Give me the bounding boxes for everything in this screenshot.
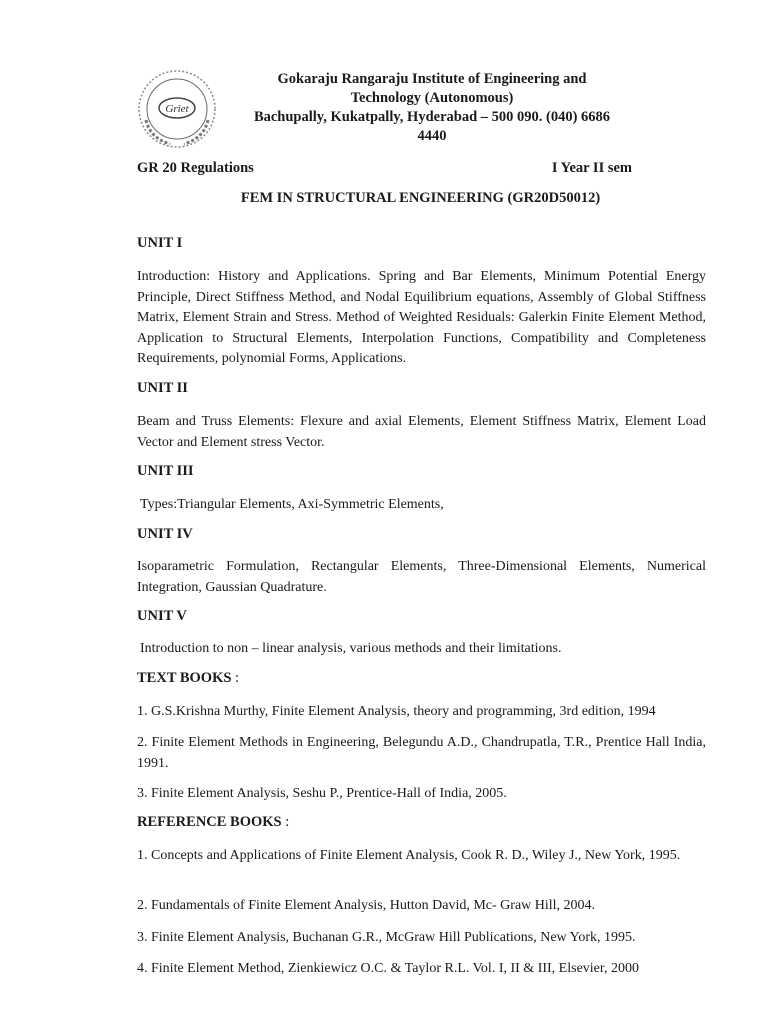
- unit-4-heading: UNIT IV: [137, 526, 193, 542]
- header-line-4: 4440: [417, 128, 447, 144]
- semester-label: I Year II sem: [551, 160, 632, 176]
- unit-5-heading: UNIT V: [137, 608, 187, 624]
- unit-3-heading: UNIT III: [137, 463, 194, 479]
- text-book-3: 3. Finite Element Analysis, Seshu P., Prentice-Hall of India, 2005.: [137, 786, 507, 801]
- reference-book-3: 3. Finite Element Analysis, Buchanan G.R., McGraw Hill Publications, New York, 1995.: [137, 930, 636, 945]
- unit-2-text: Beam and Truss Elements: Flexure and axial Elements, Element Stiffness Matrix, Element Load Vector and Element stress Vector.: [137, 414, 706, 450]
- institute-logo: [136, 68, 218, 150]
- regulation-row: [137, 160, 632, 180]
- header-line-3: Bachupally, Kukatpally, Hyderabad – 500 090. (040) 6686: [253, 109, 611, 125]
- unit-4-text: Isoparametric Formulation, Rectangular Elements, Three-Dimensional Elements, Numerical Integration, Gaussian Quadrature.: [137, 559, 706, 595]
- header-line-1: Gokaraju Rangaraju Institute of Engineering and: [277, 71, 587, 87]
- reference-books-colon: :: [285, 814, 290, 830]
- institute-header: [232, 70, 632, 146]
- unit-5-text: Introduction to non – linear analysis, various methods and their limitations.: [140, 641, 562, 656]
- text-book-2: 2. Finite Element Methods in Engineering, Belegundu A.D., Chandrupatla, T.R., Prentice Hall India, 1991.: [137, 735, 706, 771]
- unit-3-text: Types:Triangular Elements, Axi-Symmetric Elements,: [140, 497, 444, 512]
- reference-book-4: 4. Finite Element Method, Zienkiewicz O.C. & Taylor R.L. Vol. I, II & III, Elsevier, 2000: [137, 961, 639, 976]
- unit-2-heading: UNIT II: [137, 380, 188, 396]
- svg-text:Griet: Griet: [165, 103, 189, 115]
- reference-books-heading: [137, 814, 289, 831]
- text-books-title: TEXT BOOKS: [137, 670, 232, 686]
- text-book-1: 1. G.S.Krishna Murthy, Finite Element Analysis, theory and programming, 3rd edition, 1994: [137, 704, 656, 719]
- unit-1-heading: UNIT I: [137, 235, 183, 251]
- course-title: FEM IN STRUCTURAL ENGINEERING (GR20D50012): [240, 190, 601, 206]
- reference-book-2: 2. Fundamentals of Finite Element Analysis, Hutton David, Mc- Graw Hill, 2004.: [137, 898, 596, 913]
- reference-books-title: REFERENCE BOOKS: [137, 814, 282, 830]
- header-line-2: Technology (Autonomous): [350, 90, 514, 106]
- text-books-heading: [137, 670, 239, 687]
- regulations-label: GR 20 Regulations: [137, 160, 254, 176]
- text-books-colon: :: [235, 670, 240, 686]
- unit-1-text: Introduction: History and Applications. Spring and Bar Elements, Minimum Potential Energy Principle, Direct Stiffness Method, and Nodal Equilibrium equations, Assembly of Global Stiffness Matrix, Element Strain and Stress. Method of Weighted Residuals: Galerkin Finite Element Method, Application to Structural Elements, Interpolation Functions, Compatibility and Completeness Requirements, polynomial Forms, Applications.: [137, 269, 706, 366]
- reference-book-1: 1. Concepts and Applications of Finite Element Analysis, Cook R. D., Wiley J., New York, 1995.: [137, 848, 681, 863]
